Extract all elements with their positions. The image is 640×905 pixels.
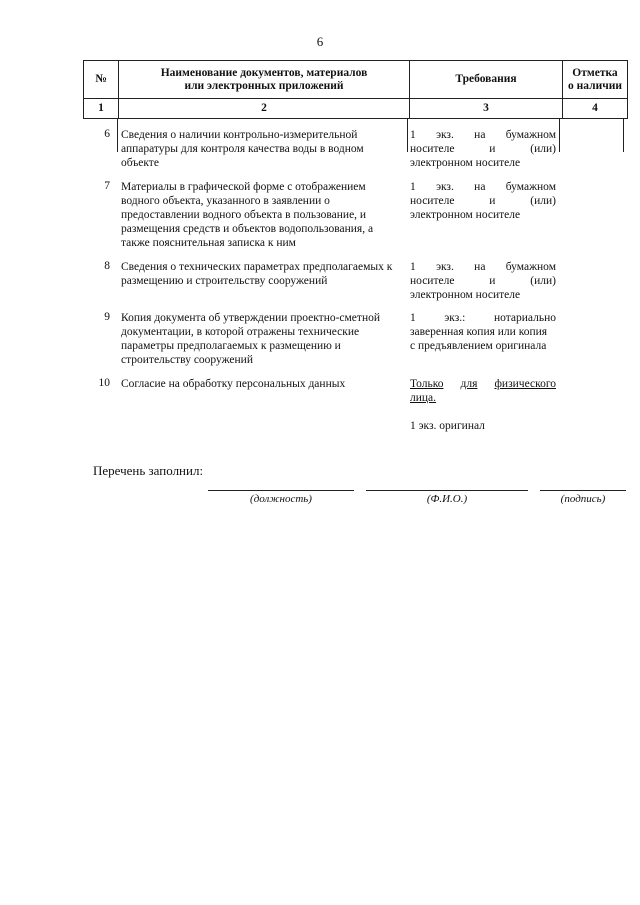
requirement-word: носителе [410,275,455,287]
requirement-word: бумажном [505,261,556,273]
document-line: строительству сооружений [121,354,253,366]
requirement-line [410,194,556,208]
requirement-word: электронном носителе [410,157,521,169]
requirement-word: 1 [410,312,416,324]
header-availability-line1: Отметка [572,66,618,79]
requirement-word: (или) [530,143,556,155]
name-line [366,490,528,491]
requirement-line [410,156,556,170]
requirement [410,260,556,302]
requirement [410,377,556,433]
document-line: Материалы в графической форме с отображением [121,181,366,193]
requirement-word: лица. [410,392,437,404]
column-number-2: 2 [119,99,410,119]
requirement-line [410,288,556,302]
document-name [121,260,405,288]
requirement-word: и [489,275,496,287]
requirement-note-line [410,377,556,391]
column-divider [623,118,624,152]
requirement-line [410,128,556,142]
position-label: (должность) [250,493,312,505]
signature-label: (подпись) [560,493,606,505]
header-document-name [119,61,410,99]
document-name [121,311,405,367]
column-divider [117,118,118,152]
requirement [410,311,556,353]
requirement-line [410,339,556,353]
requirement-word: с предъявлением оригинала [410,340,547,352]
requirement-word: физического [494,378,556,390]
requirement-line [410,325,556,339]
requirement-word: экз. [436,129,454,141]
document-line: Сведения о технических параметрах предполагаемых к [121,261,393,273]
requirement-word: на [474,181,486,193]
document-line: документации, в которой отражены технические [121,326,360,338]
row-number: 10 [98,377,110,389]
requirement-line [410,274,556,288]
requirement-note-line [410,391,556,405]
requirement-word: экз.: [444,312,466,324]
header-requirements: Требования [410,61,563,99]
requirement-word: носителе [410,195,455,207]
requirement-line [410,208,556,222]
header-document-name-line1: Наименование документов, материалов [160,66,368,79]
requirement-word: заверенная копия или копия [410,326,548,338]
document-line: размещению и строительству сооружений [121,275,328,287]
requirement-word: (или) [530,275,556,287]
filled-by-label: Перечень заполнил: [93,463,204,478]
requirement-line: 1 экз. оригинал [410,420,485,432]
header-number: № [84,61,119,99]
requirement-word: 1 [410,261,416,273]
document-list-table-header [83,60,628,119]
column-number-4: 4 [563,99,628,119]
column-number-3: 3 [410,99,563,119]
requirement-word: нотариально [493,312,556,324]
document-line: объекте [121,157,159,169]
requirement-word: Только [410,378,444,390]
document-line: размещения средств и объектов водопользования, а [121,223,374,235]
requirement-line [410,142,556,156]
requirement [410,128,556,170]
requirement-word: бумажном [505,129,556,141]
column-divider [407,118,408,152]
requirement-word: для [460,378,478,390]
requirement-word: экз. [436,181,454,193]
column-number-1: 1 [84,99,119,119]
requirement-word: экз. [436,261,454,273]
document-line: также пояснительная записка к ним [121,237,296,249]
document-line: Копия документа об утверждении проектно-сметной [121,312,380,324]
document-line: Согласие на обработку персональных данных [121,378,346,390]
requirement-line [410,311,556,325]
requirement-word: и [489,195,496,207]
document-name [121,128,405,170]
signature-line [540,490,626,491]
row-number: 9 [104,311,110,323]
document-line: предоставлении водного объекта в пользование, и [121,209,367,221]
row-number: 8 [104,260,110,272]
requirement-word: на [474,129,486,141]
name-label: (Ф.И.О.) [426,493,468,505]
document-line: водного объекта, указанного в заявлении о [121,195,330,207]
requirement-word: бумажном [505,181,556,193]
requirement-word: 1 [410,181,416,193]
requirement-word: электронном носителе [410,209,521,221]
requirement-word: (или) [530,195,556,207]
requirement-word: 1 [410,129,416,141]
row-number: 6 [104,128,110,140]
requirement-word: на [474,261,486,273]
requirement-line [410,180,556,194]
requirement-line [410,260,556,274]
row-number: 7 [104,180,110,192]
document-name [121,180,405,250]
requirement-word: электронном носителе [410,289,521,301]
header-availability [563,61,628,99]
document-line: Сведения о наличии контрольно-измерительной [121,129,358,141]
requirement-word: и [489,143,496,155]
document-line: аппаратуры для контроля качества воды в водном [121,143,364,155]
requirement [410,180,556,222]
document-line: параметры предполагаемых к размещению и [121,340,341,352]
header-document-name-line2: или электронных приложений [184,79,344,92]
document-name [121,377,405,391]
position-line [208,490,354,491]
header-availability-line2: о наличии [568,79,622,92]
column-divider [559,118,560,152]
page-number: 6 [316,34,324,49]
requirement-word: носителе [410,143,455,155]
